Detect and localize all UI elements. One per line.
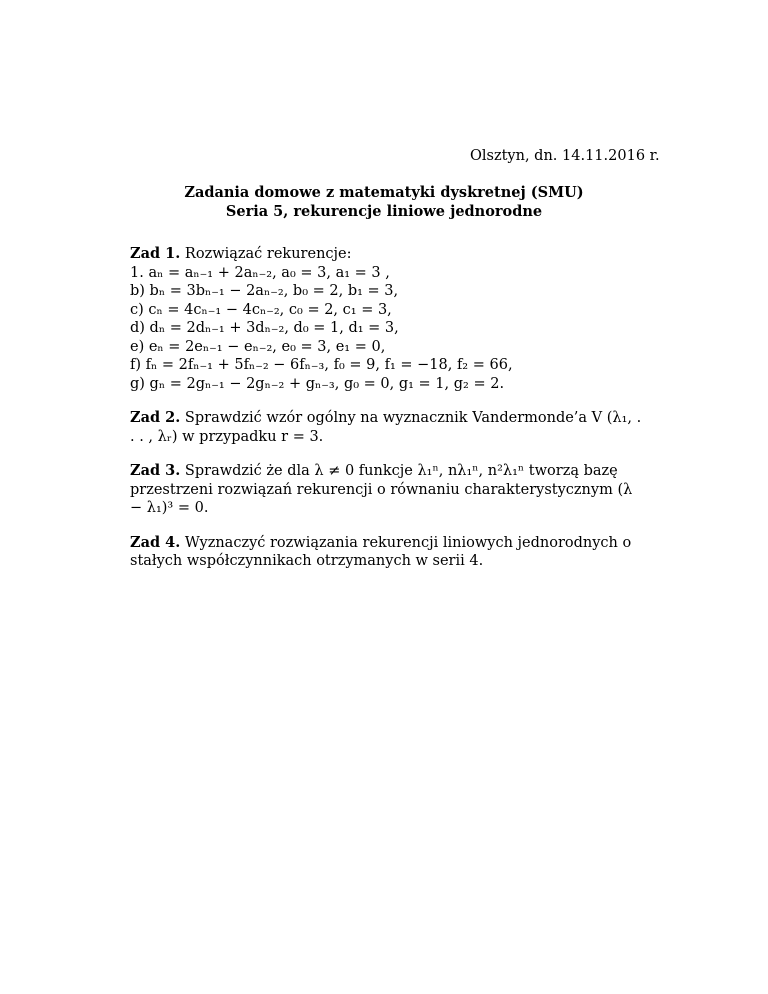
tasks-list	[130, 245, 645, 587]
task-text: Sprawdzić wzór ogólny na wyznacznik Vandermonde’a V (λ₁, . . . , λᵣ) w przypadku r = 3.	[130, 410, 642, 445]
task-1	[130, 245, 645, 393]
task-intro: Rozwiązać rekurencje:	[184, 246, 352, 262]
task-label: Zad 1.	[130, 245, 181, 262]
title-line-1: Zadania domowe z matematyki dyskretnej (SMU)	[184, 184, 584, 201]
list-item: g) gₙ = 2gₙ₋₁ − 2gₙ₋₂ + gₙ₋₃, g₀ = 0, g₁ = 1, g₂ = 2.	[130, 375, 505, 392]
title-line-2: Seria 5, rekurencje liniowe jednorodne	[225, 203, 543, 220]
task-4	[130, 534, 645, 571]
list-item: e) eₙ = 2eₙ₋₁ − eₙ₋₂, e₀ = 3, e₁ = 0,	[130, 338, 386, 355]
task-text: Wyznaczyć rozwiązania rekurencji liniowych jednorodnych o stałych współczynnikach otrzymanych w serii 4.	[130, 534, 632, 569]
list-item: c) cₙ = 4cₙ₋₁ − 4cₙ₋₂, c₀ = 2, c₁ = 3,	[130, 301, 392, 318]
list-item: 1. aₙ = aₙ₋₁ + 2aₙ₋₂, a₀ = 3, a₁ = 3 ,	[130, 264, 390, 281]
list-item: d) dₙ = 2dₙ₋₁ + 3dₙ₋₂, d₀ = 1, d₁ = 3,	[130, 320, 399, 336]
list-item: b) bₙ = 3bₙ₋₁ − 2aₙ₋₂, b₀ = 2, b₁ = 3,	[130, 283, 399, 299]
task-text: Sprawdzić że dla λ ≠ 0 funkcje λ₁ⁿ, nλ₁ⁿ, n²λ₁ⁿ tworzą bazę przestrzeni rozwiązań rekurencji o równaniu charakterystycznym (λ − λ₁)³ = 0.	[130, 463, 633, 516]
date-line: Olsztyn, dn. 14.11.2016 r.	[470, 148, 660, 164]
list-item: f) fₙ = 2fₙ₋₁ + 5fₙ₋₂ − 6fₙ₋₃, f₀ = 9, f₁ = −18, f₂ = 66,	[130, 357, 513, 373]
task-label: Zad 4.	[130, 533, 181, 551]
task-3	[130, 462, 645, 518]
title-block	[0, 183, 768, 221]
task-label: Zad 3.	[130, 462, 181, 479]
task-2	[130, 409, 645, 446]
task-label: Zad 2.	[130, 409, 181, 426]
